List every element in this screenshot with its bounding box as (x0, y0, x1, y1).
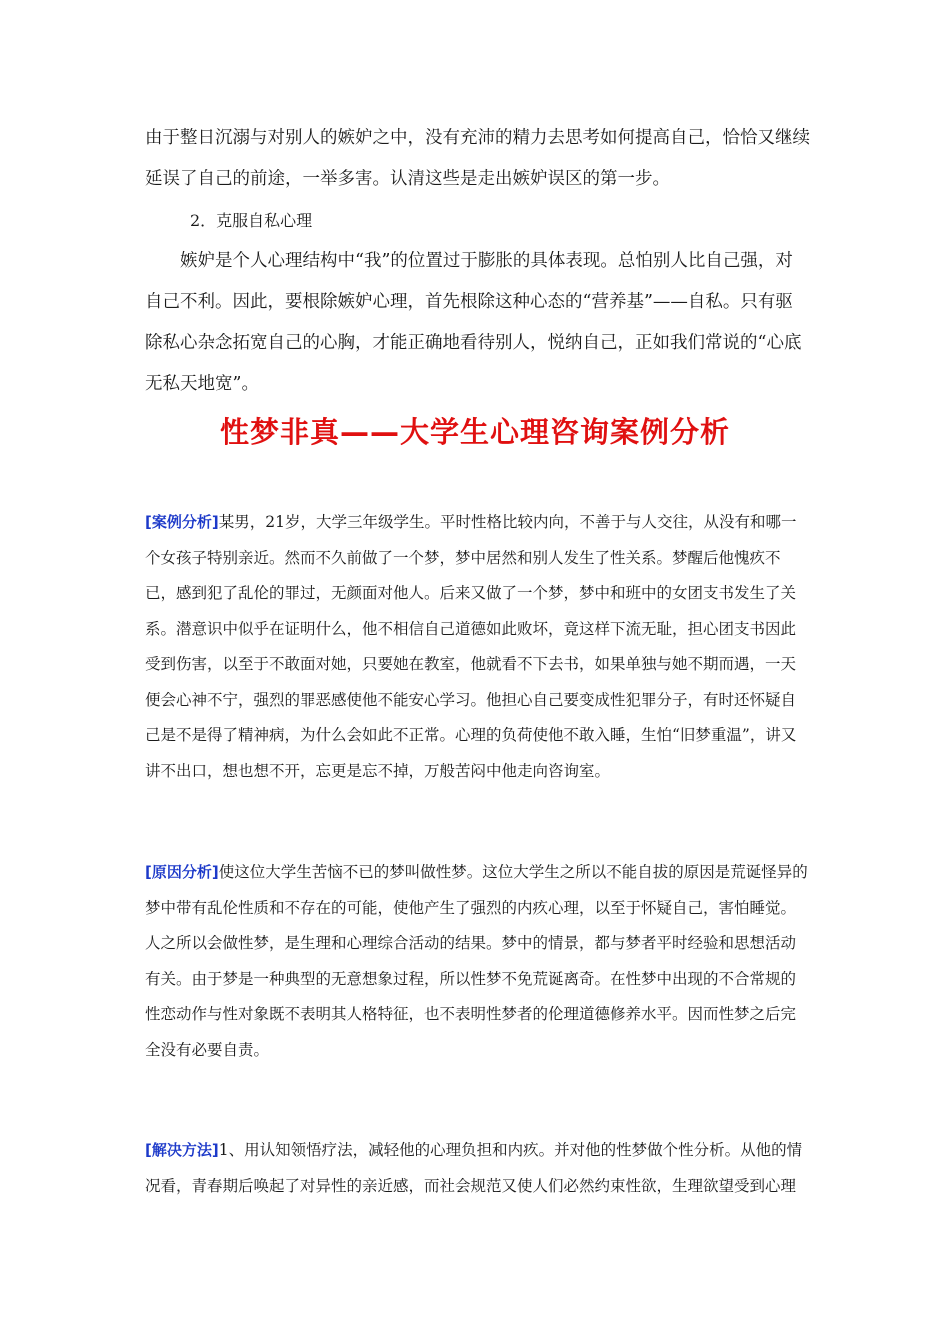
reason-analysis-paragraph (145, 855, 810, 1068)
subheading-overcome-selfishness: 2．克服自私心理 (190, 211, 313, 230)
reason-analysis-tag: [原因分析] (145, 863, 219, 881)
solution-section (145, 1133, 810, 1204)
solution-text: 1、用认知领悟疗法，减轻他的心理负担和内疚。并对他的性梦做个性分析。从他的情况看，青春期后唤起了对异性的亲近感，而社会规范又使人们必然约束性欲，生理欲望受到心理 (145, 1141, 803, 1195)
article-title: 性梦非真——大学生心理咨询案例分析 (219, 415, 730, 449)
case-analysis-tag: [案例分析] (145, 513, 219, 531)
reason-analysis-section (145, 855, 810, 1068)
reason-analysis-text: 使这位大学生苦恼不已的梦叫做性梦。这位大学生之所以不能自拔的原因是荒诞怪异的梦中带有乱伦性质和不存在的可能，使他产生了强烈的内疚心理，以至于怀疑自己，害怕睡觉。人之所以会做性梦，是生理和心理综合活动的结果。梦中的情景，都与梦者平时经验和思想活动有关。由于梦是一种典型的无意想象过程，所以性梦不免荒诞离奇。在性梦中出现的不合常规的性恋动作与性对象既不表明其人格特征，也不表明性梦者的伦理道德修养水平。因而性梦之后完全没有必要自责。 (145, 863, 808, 1059)
case-analysis-paragraph (145, 505, 810, 789)
case-analysis-text: 某男，21岁，大学三年级学生。平时性格比较内向，不善于与人交往，从没有和哪一个女孩子特别亲近。然而不久前做了一个梦，梦中居然和别人发生了性关系。梦醒后他愧疚不已，感到犯了乱伦的罪过，无颜面对他人。后来又做了一个梦，梦中和班中的女团支书发生了关系。潜意识中似乎在证明什么，他不相信自己道德如此败坏，竟这样下流无耻，担心团支书因此受到伤害，以至于不敢面对她，只要她在教室，他就看不下去书，如果单独与她不期而遇，一天便会心神不宁，强烈的罪恶感使他不能安心学习。他担心自己要变成性犯罪分子，有时还怀疑自己是不是得了精神病，为什么会如此不正常。心理的负荷使他不敢入睡，生怕“旧梦重温”，讲又讲不出口，想也想不开，忘更是忘不掉，万般苦闷中他走向咨询室。 (145, 513, 797, 780)
paragraph-envy-misunderstanding: 由于整日沉溺与对别人的嫉妒之中，没有充沛的精力去思考如何提高自己，恰恰又继续延误了自己的前途，一举多害。认清这些是走出嫉妒误区的第一步。 (145, 128, 810, 189)
paragraph-selfishness: 嫉妒是个人心理结构中“我”的位置过于膨胀的具体表现。总怕别人比自己强，对自己不利。因此，要根除嫉妒心理，首先根除这种心态的“营养基”——自私。只有驱除私心杂念拓宽自己的心胸，才能正确地看待别人，悦纳自己，正如我们常说的“心底无私天地宽”。 (145, 251, 802, 394)
solution-paragraph (145, 1133, 810, 1204)
solution-tag: [解决方法] (145, 1141, 219, 1159)
intro-text-block (145, 118, 810, 405)
case-analysis-section (145, 505, 810, 789)
